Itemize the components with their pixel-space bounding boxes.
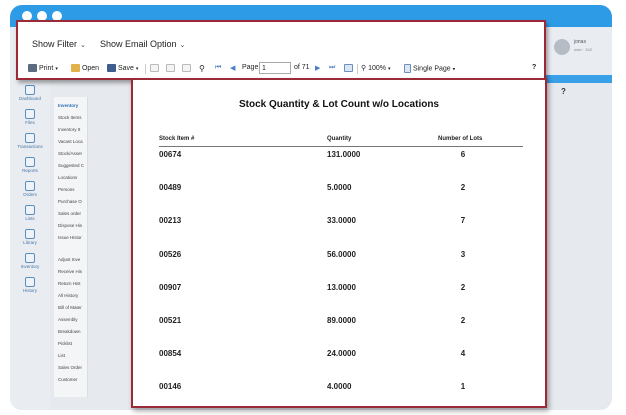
quantity-cell: 24.0000 (327, 349, 356, 358)
caret-down-icon: ▾ (135, 65, 139, 72)
report-page (131, 78, 547, 408)
menu-item[interactable]: Issue Histor (58, 235, 82, 240)
menu-item[interactable]: All History (58, 293, 79, 298)
help-button[interactable]: ? (532, 64, 537, 71)
rail-item-label: Reports (22, 168, 38, 173)
rail-item-label: History (22, 288, 37, 293)
next-page-button[interactable] (315, 64, 320, 72)
number-of-lots-cell: 7 (460, 216, 466, 225)
menu-item[interactable]: Picklist (58, 341, 73, 346)
left-nav-rail (10, 79, 50, 410)
transactions-icon (25, 133, 35, 143)
previous-page-button[interactable] (230, 64, 235, 72)
page-icon (404, 64, 411, 73)
export-button[interactable] (182, 64, 191, 72)
next-page-icon: ▶ (315, 65, 321, 72)
rail-item[interactable] (10, 277, 50, 293)
user-name: jonas (574, 39, 586, 45)
column-header-stock-item: Stock Item # (159, 136, 195, 142)
last-page-button[interactable] (329, 64, 335, 72)
library-icon (25, 229, 35, 239)
rail-item-label: Files (25, 120, 35, 125)
stock-item-cell: 00674 (159, 150, 182, 159)
page-label: Page (242, 64, 259, 71)
stock-item-cell: 00146 (159, 382, 182, 391)
paste-icon (166, 64, 175, 72)
number-of-lots-cell: 2 (460, 316, 466, 325)
chevron-down-icon: ⌄ (179, 42, 186, 49)
last-page-icon: ⏭ (329, 64, 336, 71)
menu-section-title: Inventory (58, 103, 79, 108)
menu-item[interactable]: Breakdown (58, 329, 81, 334)
menu-item[interactable]: Receive His (58, 269, 83, 274)
inventory-menu-panel (54, 97, 88, 397)
rail-item-label: Lists (25, 216, 35, 221)
number-of-lots-cell: 2 (460, 283, 466, 292)
rail-item[interactable] (10, 205, 50, 221)
number-of-lots-cell: 3 (460, 250, 466, 259)
avatar (554, 39, 570, 55)
caret-down-icon: ▾ (55, 65, 58, 72)
quantity-cell: 5.0000 (327, 183, 352, 192)
toolbar-options-row (18, 22, 544, 60)
rail-item-label: Inventory (20, 264, 40, 269)
page-number-input[interactable] (259, 62, 291, 74)
magnifier-icon: ⚲ (361, 65, 367, 72)
inventory-icon (25, 253, 35, 263)
dashboard-icon (25, 85, 35, 95)
number-of-lots-cell: 6 (460, 150, 466, 159)
column-header-number-of-lots: Number of Lots (438, 136, 483, 142)
menu-item[interactable]: Locations (58, 175, 78, 180)
number-of-lots-cell: 4 (460, 349, 466, 358)
rail-item[interactable] (10, 229, 50, 245)
show-filter-label: Show Filter (32, 39, 78, 49)
rail-item-label: Transactions (17, 144, 43, 149)
copy-button[interactable] (150, 64, 159, 72)
menu-item[interactable]: Inventory It (58, 127, 81, 132)
paste-button[interactable] (166, 64, 175, 72)
stock-item-cell: 00907 (159, 283, 182, 292)
menu-item[interactable]: Sales order (58, 211, 82, 216)
rail-item[interactable] (10, 109, 50, 125)
rail-item-label: Library (23, 240, 37, 245)
reports-icon (25, 157, 35, 167)
save-button[interactable] (107, 64, 138, 72)
header-accent-strip (545, 75, 612, 83)
rail-item[interactable] (10, 85, 50, 101)
menu-item[interactable]: Return Hist (58, 281, 81, 286)
background-help-icon[interactable]: ? (561, 87, 566, 96)
refresh-icon (344, 64, 353, 72)
print-label: Print (38, 64, 54, 72)
menu-item[interactable]: Adjust Inve (58, 257, 81, 262)
toolbar-divider (357, 64, 358, 74)
orders-icon (25, 181, 35, 191)
find-button[interactable] (199, 64, 205, 73)
caret-down-icon: ▾ (387, 66, 391, 72)
stock-item-cell: 00213 (159, 216, 182, 225)
quantity-cell: 33.0000 (327, 216, 356, 225)
caret-down-icon: ▾ (452, 66, 456, 73)
view-mode-value: Single Page (412, 65, 451, 73)
toolbar-divider (145, 64, 146, 74)
user-role: user · 102 (574, 47, 593, 52)
number-of-lots-cell: 1 (460, 382, 466, 391)
menu-item[interactable]: Purchase O (58, 199, 82, 204)
stock-item-cell: 00521 (159, 316, 182, 325)
copy-icon (150, 64, 159, 72)
refresh-button[interactable] (344, 64, 353, 72)
quantity-cell: 131.0000 (327, 150, 361, 159)
printer-icon (28, 64, 37, 72)
show-email-option-button[interactable] (100, 39, 185, 49)
rail-item[interactable] (10, 133, 50, 149)
menu-item[interactable]: List (58, 353, 66, 358)
rail-item[interactable] (10, 181, 50, 197)
stock-item-cell: 00526 (159, 250, 182, 259)
export-icon (182, 64, 191, 72)
header-divider (159, 146, 523, 147)
menu-item[interactable]: Suggested C (58, 163, 85, 168)
menu-item[interactable]: Bill of Mater (58, 305, 82, 310)
column-header-quantity: Quantity (327, 136, 352, 142)
print-button[interactable] (28, 64, 58, 72)
quantity-cell: 4.0000 (327, 382, 352, 391)
stock-item-cell: 00854 (159, 349, 182, 358)
chevron-down-icon: ⌄ (80, 42, 86, 49)
toolbar-actions-row (18, 60, 544, 78)
quantity-cell: 13.0000 (327, 283, 356, 292)
zoom-value: 100% (368, 65, 386, 72)
quantity-cell: 56.0000 (327, 250, 356, 259)
open-button[interactable] (71, 64, 99, 72)
first-page-icon: ⏮ (215, 64, 222, 71)
binoculars-icon: ⚲ (199, 64, 205, 73)
rail-item[interactable] (10, 157, 50, 173)
view-mode-dropdown[interactable] (404, 64, 455, 73)
report-title: Stock Quantity & Lot Count w/o Locations (239, 99, 439, 110)
rail-item[interactable] (10, 253, 50, 269)
report-viewer-toolbar (16, 20, 546, 80)
rail-item-label: Dashboard (18, 96, 41, 101)
rail-item-label: Orders (23, 192, 37, 197)
menu-item[interactable]: Assembly (58, 317, 78, 322)
show-email-option-label: Show Email Option (100, 39, 177, 49)
save-label: Save (117, 64, 134, 72)
menu-item[interactable]: Persons (58, 187, 75, 192)
files-icon (25, 109, 35, 119)
floppy-disk-icon (107, 64, 116, 72)
stock-item-cell: 00489 (159, 183, 182, 192)
number-of-lots-cell: 2 (460, 183, 466, 192)
menu-item[interactable]: Dispose His (58, 223, 83, 228)
first-page-button[interactable] (215, 64, 221, 72)
page-total: of 71 (294, 64, 310, 71)
previous-page-icon: ◀ (230, 65, 236, 72)
menu-item[interactable]: Customer (58, 377, 78, 382)
menu-item[interactable]: Stock Items (58, 115, 82, 120)
show-filter-button[interactable] (32, 39, 86, 49)
menu-item[interactable]: Vacant Loca (58, 139, 83, 144)
history-icon (25, 277, 35, 287)
menu-item[interactable]: Sales Order (58, 365, 83, 370)
user-profile[interactable] (550, 35, 608, 71)
zoom-dropdown[interactable] (361, 64, 390, 72)
menu-item[interactable]: Stock/Asset (58, 151, 82, 156)
quantity-cell: 89.0000 (327, 316, 356, 325)
open-label: Open (81, 64, 100, 72)
folder-icon (71, 64, 80, 72)
lists-icon (25, 205, 35, 215)
